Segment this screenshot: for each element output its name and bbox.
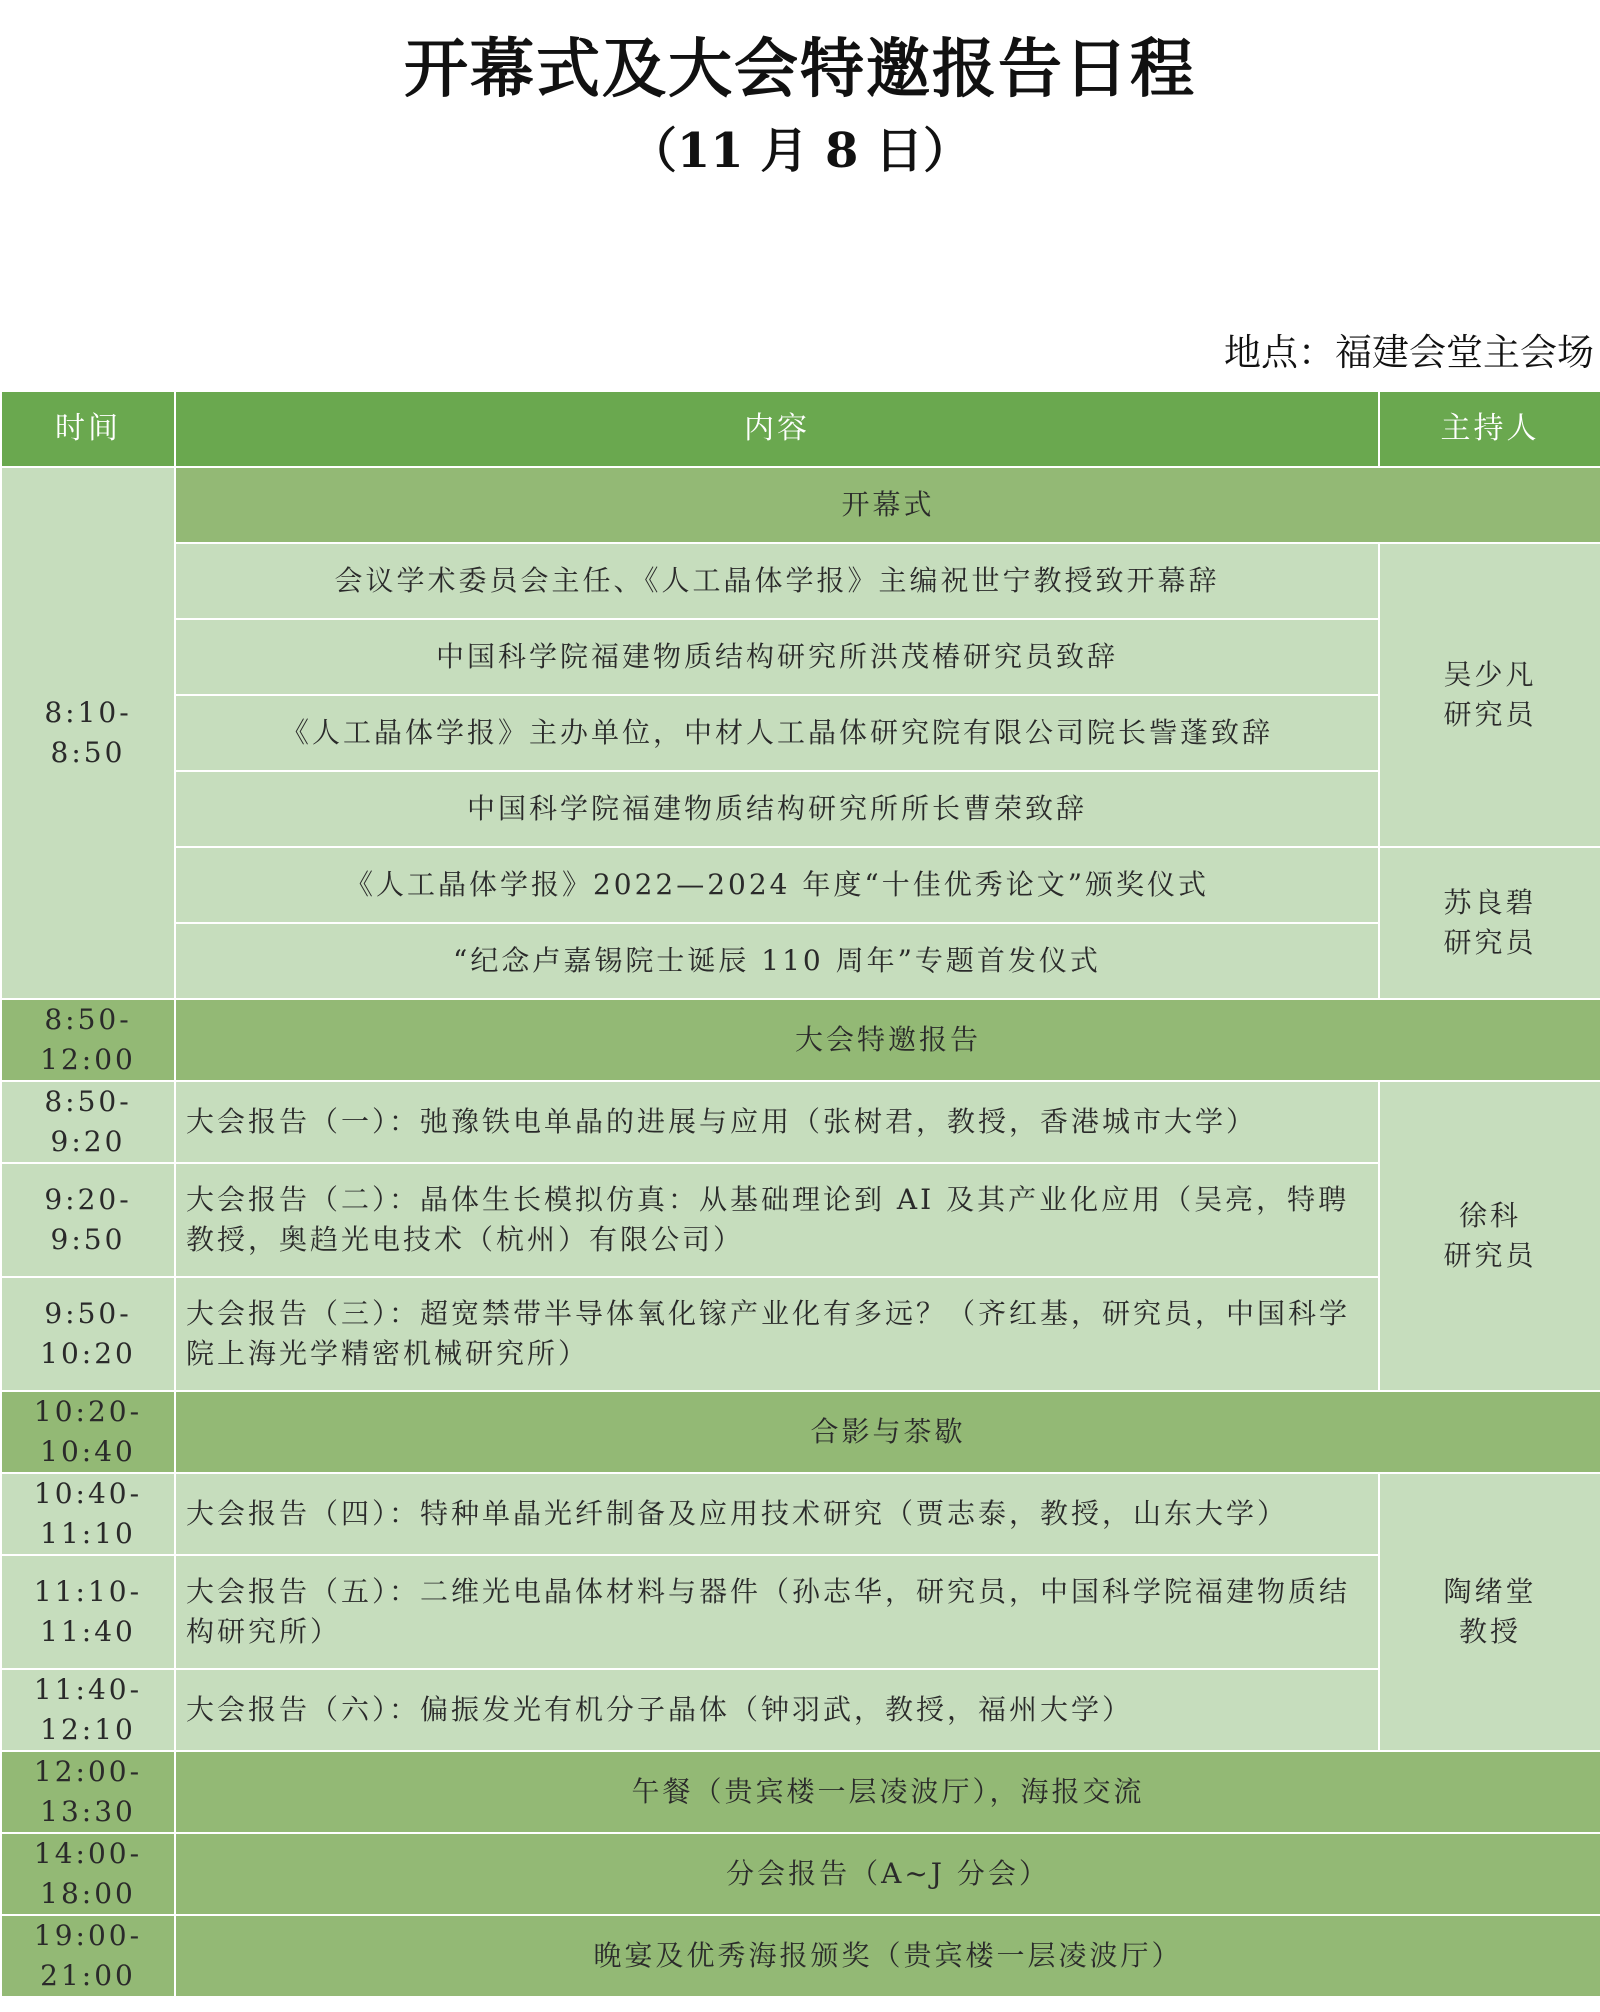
host-name: 吴少凡: [1443, 658, 1537, 691]
section-lunch: 午餐（贵宾楼一层凌波厅），海报交流: [175, 1751, 1600, 1833]
host-cell: [1379, 1081, 1600, 1391]
host-title: 研究员: [1443, 698, 1537, 731]
table-row: [1, 695, 1600, 771]
content-cell: 中国科学院福建物质结构研究所所长曹荣致辞: [175, 771, 1379, 847]
host-name: 苏良碧: [1443, 886, 1537, 919]
table-row: [1, 999, 1600, 1081]
content-cell: 大会报告（六）：偏振发光有机分子晶体（钟羽武，教授，福州大学）: [175, 1669, 1379, 1751]
header-time: 时间: [1, 391, 175, 467]
host-name: 陶绪堂: [1443, 1575, 1537, 1608]
host-title: 研究员: [1443, 1239, 1537, 1272]
time-cell: 11:40-12:10: [1, 1669, 175, 1751]
content-cell: “纪念卢嘉锡院士诞辰 110 周年”专题首发仪式: [175, 923, 1379, 999]
time-cell: 19:00-21:00: [1, 1915, 175, 1997]
time-cell: 10:40-11:10: [1, 1473, 175, 1555]
time-cell: 11:10-11:40: [1, 1555, 175, 1669]
time-cell: 14:00-18:00: [1, 1833, 175, 1915]
host-title: 研究员: [1443, 926, 1537, 959]
table-row: [1, 543, 1600, 619]
table-row: [1, 1277, 1600, 1391]
host-name: 徐科: [1458, 1199, 1521, 1232]
time-cell: 9:20-9:50: [1, 1163, 175, 1277]
table-row: [1, 1669, 1600, 1751]
content-cell: 大会报告（三）：超宽禁带半导体氧化镓产业化有多远？（齐红基，研究员，中国科学院上海光学精密机械研究所）: [175, 1277, 1379, 1391]
content-cell: 大会报告（五）：二维光电晶体材料与器件（孙志华，研究员，中国科学院福建物质结构研究所）: [175, 1555, 1379, 1669]
host-cell: [1379, 847, 1600, 999]
table-row: [1, 1081, 1600, 1163]
content-cell: 中国科学院福建物质结构研究所洪茂椿研究员致辞: [175, 619, 1379, 695]
header-content: 内容: [175, 391, 1379, 467]
section-break: 合影与茶歇: [175, 1391, 1600, 1473]
table-row: [1, 771, 1600, 847]
content-cell: 《人工晶体学报》2022—2024 年度“十佳优秀论文”颁奖仪式: [175, 847, 1379, 923]
content-cell: 《人工晶体学报》主办单位，中材人工晶体研究院有限公司院长訾蓬致辞: [175, 695, 1379, 771]
host-cell: [1379, 543, 1600, 847]
content-cell: 大会报告（一）：弛豫铁电单晶的进展与应用（张树君，教授，香港城市大学）: [175, 1081, 1379, 1163]
table-row: [1, 1833, 1600, 1915]
time-cell: 8:50-12:00: [1, 999, 175, 1081]
table-row: [1, 467, 1600, 543]
time-cell: 8:50-9:20: [1, 1081, 175, 1163]
header-host: 主持人: [1379, 391, 1600, 467]
table-row: [1, 1751, 1600, 1833]
section-banquet: 晚宴及优秀海报颁奖（贵宾楼一层凌波厅）: [175, 1915, 1600, 1997]
time-cell: 9:50-10:20: [1, 1277, 175, 1391]
table-row: [1, 1163, 1600, 1277]
location-label: 地点：福建会堂主会场: [1224, 331, 1594, 374]
table-row: [1, 1473, 1600, 1555]
section-opening: 开幕式: [175, 467, 1600, 543]
table-row: [1, 619, 1600, 695]
schedule-table: [0, 390, 1600, 1998]
table-row: [1, 1915, 1600, 1997]
table-row: [1, 1555, 1600, 1669]
section-parallel: 分会报告（A~J 分会）: [175, 1833, 1600, 1915]
table-row: [1, 923, 1600, 999]
table-row: [1, 847, 1600, 923]
page-title: 开幕式及大会特邀报告日程: [404, 33, 1196, 107]
page-subtitle-date: （11 月 8 日）: [628, 123, 972, 179]
host-title: 教授: [1458, 1615, 1521, 1648]
content-cell: 大会报告（二）：晶体生长模拟仿真：从基础理论到 AI 及其产业化应用（吴亮，特聘教授，奥趋光电技术（杭州）有限公司）: [175, 1163, 1379, 1277]
table-row: [1, 1391, 1600, 1473]
time-cell: 8:10-8:50: [1, 467, 175, 999]
time-cell: 10:20-10:40: [1, 1391, 175, 1473]
table-header-row: [1, 391, 1600, 467]
content-cell: 大会报告（四）：特种单晶光纤制备及应用技术研究（贾志泰，教授，山东大学）: [175, 1473, 1379, 1555]
section-plenary: 大会特邀报告: [175, 999, 1600, 1081]
time-cell: 12:00-13:30: [1, 1751, 175, 1833]
content-cell: 会议学术委员会主任、《人工晶体学报》主编祝世宁教授致开幕辞: [175, 543, 1379, 619]
host-cell: [1379, 1473, 1600, 1751]
